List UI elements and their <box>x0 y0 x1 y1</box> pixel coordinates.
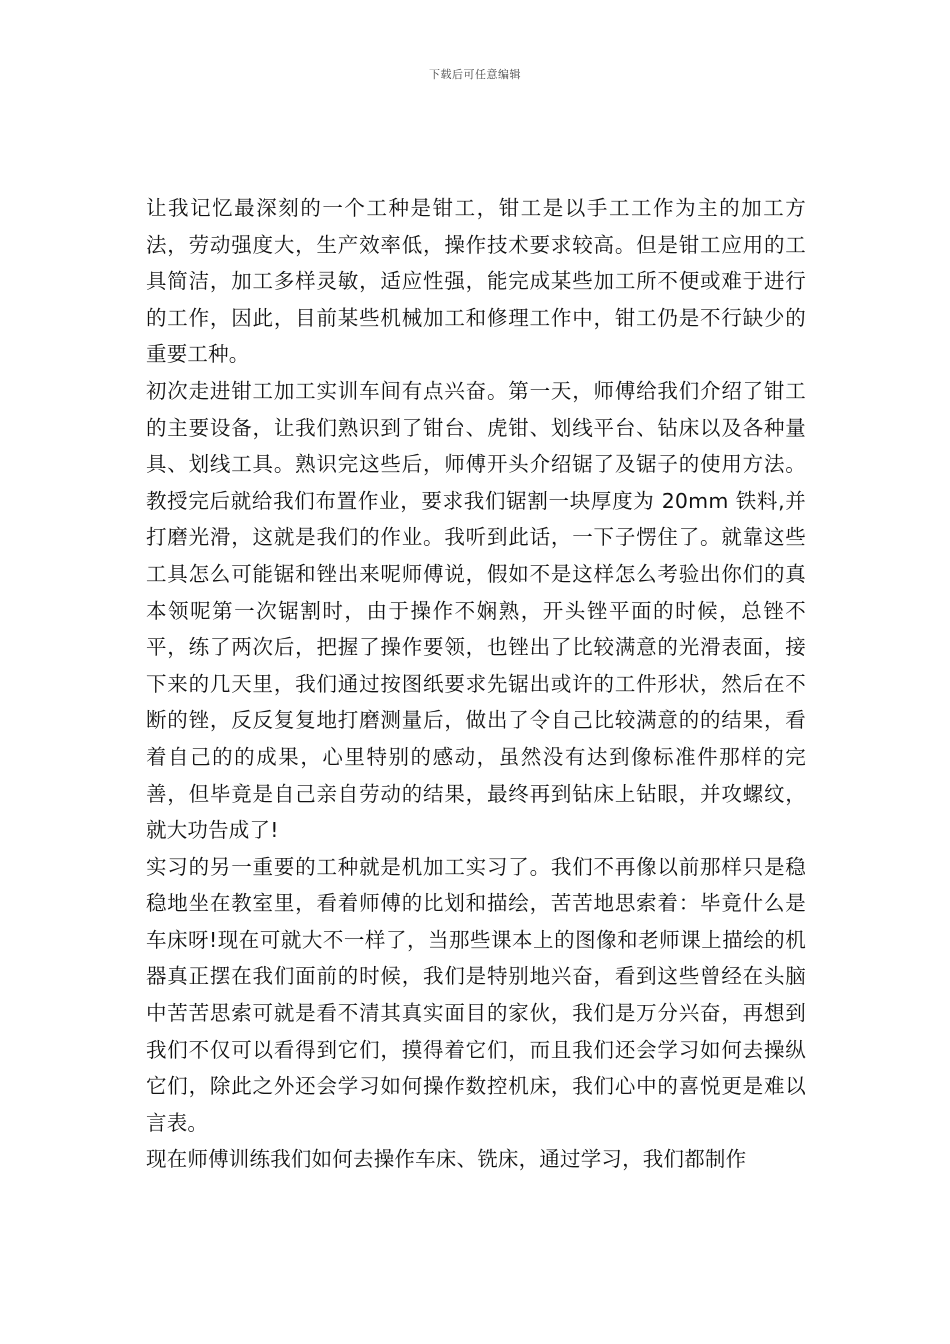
paragraph-fitter-intro: 让我记忆最深刻的一个工种是钳工，钳工是以手工工作为主的加工方法，劳动强度大，生产效率低，操作技术要求较高。但是钳工应用的工具简洁，加工多样灵敏，适应性强，能完成某些加工所不便或难于进行的工作，因此，目前某些机械加工和修理工作中，钳工仍是不行缺少的重要工种。 <box>146 196 806 367</box>
paragraph-lathe-milling: 现在师傅训练我们如何去操作车床、铣床，通过学习，我们都制作 <box>146 1147 747 1172</box>
header-note: 下载后可任意编辑 <box>429 68 521 81</box>
document-body <box>146 190 806 1178</box>
paragraph-fitter-training: 初次走进钳工加工实训车间有点兴奋。第一天，师傅给我们介绍了钳工的主要设备，让我们熟识到了钳台、虎钳、划线平台、钻床以及各种量具、划线工具。熟识完这些后，师傅开头介绍锯了及锯子的使用方法。教授完后就给我们布置作业，要求我们锯割一块厚度为 20mm 铁料,并打磨光滑，这就是我们的作业。我听到此话，一下子愣住了。就靠这些工具怎么可能锯和锉出来呢师傅说，假如不是这样怎么考验出你们的真本领呢第一次锯割时，由于操作不娴熟，开头锉平面的时候，总锉不平，练了两次后，把握了操作要领，也锉出了比较满意的光滑表面，接下来的几天里，我们通过按图纸要求先锯出或许的工件形状，然后在不断的锉，反反复复地打磨测量后，做出了令自己比较满意的的结果，看着自己的的成果，心里特别的感动，虽然没有达到像标准件那样的完善，但毕竟是自己亲自劳动的结果，最终再到钻床上钻眼，并攻螺纹，就大功告成了! <box>146 378 806 843</box>
paragraph-machining: 实习的另一重要的工种就是机加工实习了。我们不再像以前那样只是稳稳地坐在教室里，看着师傅的比划和描绘，苦苦地思索着：毕竟什么是车床呀!现在可就大不一样了，当那些课本上的图像和老师课上描绘的机器真正摆在我们面前的时候，我们是特别地兴奋，看到这些曾经在头脑中苦苦思索可就是看不清其真实面目的家伙，我们是万分兴奋，再想到我们不仅可以看得到它们，摸得着它们，而且我们还会学习如何去操纵它们，除此之外还会学习如何操作数控机床，我们心中的喜悦更是难以言表。 <box>146 854 806 1135</box>
